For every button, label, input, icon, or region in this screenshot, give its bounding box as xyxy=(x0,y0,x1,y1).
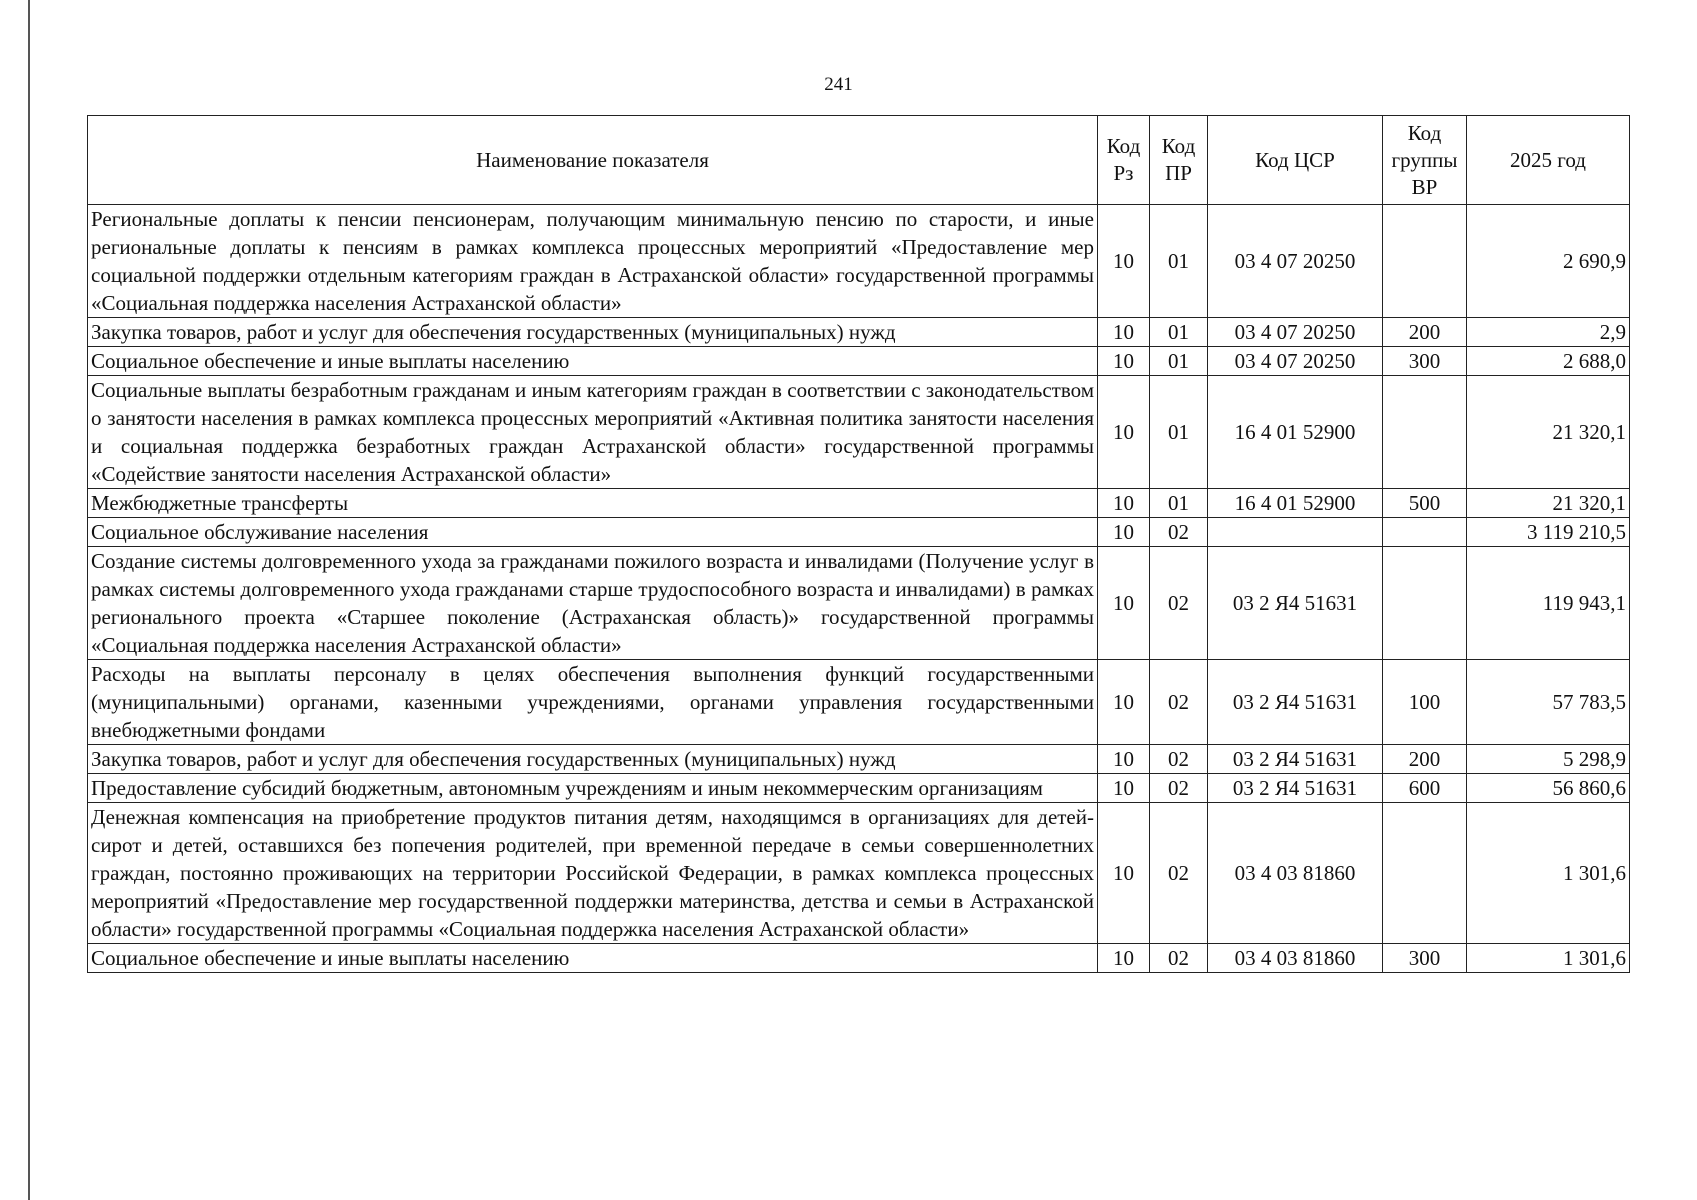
cell-sum: 57 783,5 xyxy=(1467,660,1630,745)
cell-pr: 02 xyxy=(1150,518,1208,547)
header-sum: 2025 год xyxy=(1467,116,1630,205)
cell-sum: 119 943,1 xyxy=(1467,547,1630,660)
cell-name: Предоставление субсидий бюджетным, автономным учреждениям и иным некоммерческим организациям xyxy=(88,774,1098,803)
cell-sum: 2 690,9 xyxy=(1467,205,1630,318)
cell-name: Социальное обеспечение и иные выплаты населению xyxy=(88,347,1098,376)
page-number-text: 241 xyxy=(824,74,853,95)
table-row xyxy=(88,347,1630,376)
cell-sum: 1 301,6 xyxy=(1467,944,1630,973)
header-pr: Код ПР xyxy=(1150,116,1208,205)
cell-pr: 01 xyxy=(1150,489,1208,518)
cell-pr: 02 xyxy=(1150,944,1208,973)
cell-rz: 10 xyxy=(1098,318,1150,347)
cell-csr: 03 2 Я4 51631 xyxy=(1208,660,1383,745)
cell-name: Социальные выплаты безработным гражданам и иным категориям граждан в соответствии с законодательством о занятости населения в рамках комплекса процессных мероприятий «Активная политика занятости населения и социальная поддержка безработных граждан Астраханской области» государственной программы «Содействие занятости населения Астраханской области» xyxy=(88,376,1098,489)
scan-edge-line xyxy=(28,0,30,1200)
budget-table xyxy=(87,115,1630,973)
cell-rz: 10 xyxy=(1098,518,1150,547)
cell-pr: 02 xyxy=(1150,660,1208,745)
table-row xyxy=(88,547,1630,660)
cell-name: Социальное обслуживание населения xyxy=(88,518,1098,547)
cell-csr: 03 4 07 20250 xyxy=(1208,347,1383,376)
cell-csr: 03 2 Я4 51631 xyxy=(1208,774,1383,803)
cell-sum: 3 119 210,5 xyxy=(1467,518,1630,547)
cell-csr: 03 4 07 20250 xyxy=(1208,205,1383,318)
header-name: Наименование показателя xyxy=(88,116,1098,205)
table-row xyxy=(88,774,1630,803)
cell-vr xyxy=(1383,803,1467,944)
cell-sum: 21 320,1 xyxy=(1467,376,1630,489)
cell-name: Социальное обеспечение и иные выплаты населению xyxy=(88,944,1098,973)
cell-sum: 1 301,6 xyxy=(1467,803,1630,944)
cell-vr xyxy=(1383,518,1467,547)
cell-pr: 01 xyxy=(1150,376,1208,489)
cell-name: Закупка товаров, работ и услуг для обеспечения государственных (муниципальных) нужд xyxy=(88,745,1098,774)
cell-pr: 02 xyxy=(1150,803,1208,944)
cell-rz: 10 xyxy=(1098,774,1150,803)
cell-vr: 200 xyxy=(1383,318,1467,347)
table-row xyxy=(88,489,1630,518)
cell-vr: 300 xyxy=(1383,944,1467,973)
cell-rz: 10 xyxy=(1098,489,1150,518)
cell-vr: 500 xyxy=(1383,489,1467,518)
cell-csr: 16 4 01 52900 xyxy=(1208,489,1383,518)
cell-rz: 10 xyxy=(1098,547,1150,660)
header-csr: Код ЦСР xyxy=(1208,116,1383,205)
cell-rz: 10 xyxy=(1098,205,1150,318)
cell-rz: 10 xyxy=(1098,803,1150,944)
cell-csr: 03 2 Я4 51631 xyxy=(1208,547,1383,660)
cell-vr xyxy=(1383,376,1467,489)
cell-csr: 03 4 03 81860 xyxy=(1208,803,1383,944)
cell-csr: 03 2 Я4 51631 xyxy=(1208,745,1383,774)
cell-vr: 200 xyxy=(1383,745,1467,774)
cell-vr xyxy=(1383,205,1467,318)
cell-rz: 10 xyxy=(1098,376,1150,489)
cell-name: Межбюджетные трансферты xyxy=(88,489,1098,518)
cell-rz: 10 xyxy=(1098,745,1150,774)
cell-vr: 300 xyxy=(1383,347,1467,376)
cell-sum: 56 860,6 xyxy=(1467,774,1630,803)
cell-sum: 2 688,0 xyxy=(1467,347,1630,376)
cell-vr xyxy=(1383,547,1467,660)
cell-csr xyxy=(1208,518,1383,547)
cell-vr: 100 xyxy=(1383,660,1467,745)
cell-name: Создание системы долговременного ухода за гражданами пожилого возраста и инвалидами (Получение услуг в рамках системы долговременного ухода гражданами старше трудоспособного возраста и инвалидами) в рамках регионального проекта «Старшее поколение (Астраханская область)» государственной программы «Социальная поддержка населения Астраханской области» xyxy=(88,547,1098,660)
table-row xyxy=(88,376,1630,489)
cell-pr: 02 xyxy=(1150,745,1208,774)
cell-pr: 01 xyxy=(1150,318,1208,347)
cell-vr: 600 xyxy=(1383,774,1467,803)
cell-name: Денежная компенсация на приобретение продуктов питания детям, находящимся в организациях для детей-сирот и детей, оставшихся без попечения родителей, при временной передаче в семьи совершеннолетних граждан, постоянно проживающих на территории Российской Федерации, в рамках комплекса процессных мероприятий «Предоставление мер государственной поддержки материнства, детства и семьи в Астраханской области» государственной программы «Социальная поддержка населения Астраханской области» xyxy=(88,803,1098,944)
table-row xyxy=(88,803,1630,944)
cell-pr: 01 xyxy=(1150,205,1208,318)
cell-rz: 10 xyxy=(1098,660,1150,745)
table-row xyxy=(88,944,1630,973)
cell-pr: 02 xyxy=(1150,774,1208,803)
cell-name: Региональные доплаты к пенсии пенсионерам, получающим минимальную пенсию по старости, и иные региональные доплаты к пенсиям в рамках комплекса процессных мероприятий «Предоставление мер социальной поддержки отдельным категориям граждан в Астраханской области» государственной программы «Социальная поддержка населения Астраханской области» xyxy=(88,205,1098,318)
cell-sum: 21 320,1 xyxy=(1467,489,1630,518)
table-header-row xyxy=(88,116,1630,205)
table-row xyxy=(88,745,1630,774)
page-number xyxy=(0,74,1697,96)
cell-csr: 03 4 07 20250 xyxy=(1208,318,1383,347)
cell-rz: 10 xyxy=(1098,347,1150,376)
header-vr: Код группы ВР xyxy=(1383,116,1467,205)
cell-csr: 03 4 03 81860 xyxy=(1208,944,1383,973)
cell-rz: 10 xyxy=(1098,944,1150,973)
cell-name: Закупка товаров, работ и услуг для обеспечения государственных (муниципальных) нужд xyxy=(88,318,1098,347)
cell-sum: 2,9 xyxy=(1467,318,1630,347)
table-row xyxy=(88,660,1630,745)
header-rz: Код Рз xyxy=(1098,116,1150,205)
cell-name: Расходы на выплаты персоналу в целях обеспечения выполнения функций государственными (муниципальными) органами, казенными учреждениями, органами управления государственными внебюджетными фондами xyxy=(88,660,1098,745)
table-row xyxy=(88,205,1630,318)
cell-sum: 5 298,9 xyxy=(1467,745,1630,774)
table-row xyxy=(88,518,1630,547)
cell-csr: 16 4 01 52900 xyxy=(1208,376,1383,489)
table-row xyxy=(88,318,1630,347)
cell-pr: 01 xyxy=(1150,347,1208,376)
cell-pr: 02 xyxy=(1150,547,1208,660)
